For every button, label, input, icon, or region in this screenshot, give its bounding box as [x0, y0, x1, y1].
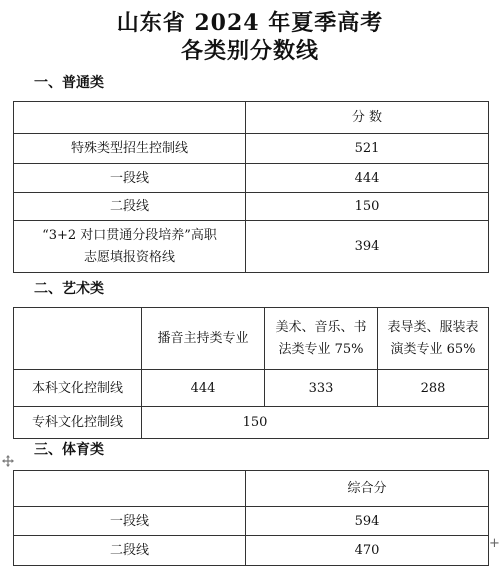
row-label [14, 221, 246, 273]
table-row [14, 507, 489, 536]
row-value: 444 [142, 370, 265, 407]
art-score-table [13, 307, 489, 439]
table-cell-empty [14, 471, 246, 507]
row-value: 394 [246, 221, 489, 273]
row-value: 150 [142, 407, 489, 439]
row-label: 特殊类型招生控制线 [14, 134, 246, 164]
row-label: 一段线 [14, 507, 246, 536]
table-row [14, 164, 489, 193]
table-cell-empty [14, 308, 142, 370]
column-header [378, 308, 489, 370]
section-heading-sports: 三、体育类 [34, 442, 104, 458]
row-value: 288 [378, 370, 489, 407]
row-value: 333 [265, 370, 378, 407]
row-value: 594 [246, 507, 489, 536]
row-label: 一段线 [14, 164, 246, 193]
row-value: 521 [246, 134, 489, 164]
row-label-line2: 志愿填报资格线 [83, 249, 175, 265]
row-value: 470 [246, 536, 489, 566]
column-header-composite: 综合分 [246, 471, 489, 507]
sports-score-table [13, 470, 489, 566]
table-row [14, 536, 489, 566]
table-row [14, 370, 489, 407]
page-title-line1: 山东省 2024 年夏季高考 [116, 10, 384, 36]
row-label: 二段线 [14, 193, 246, 221]
column-header-line2: 演类专业 65% [390, 341, 476, 357]
column-header-score: 分 数 [246, 102, 489, 134]
row-label: 二段线 [14, 536, 246, 566]
table-row [14, 407, 489, 439]
table-row [14, 193, 489, 221]
column-header-line1: 表导类、服装表 [387, 319, 479, 335]
row-label: 本科文化控制线 [14, 370, 142, 407]
section-heading-general: 一、普通类 [34, 75, 104, 91]
move-icon[interactable] [2, 455, 14, 470]
page-title-line2: 各类别分数线 [180, 38, 319, 64]
column-header [142, 308, 265, 370]
column-header-line1: 美术、音乐、书 [275, 319, 367, 335]
plus-icon[interactable]: + [489, 536, 500, 551]
table-row [14, 221, 489, 273]
table-cell-empty [14, 102, 246, 134]
column-header [265, 308, 378, 370]
row-value: 150 [246, 193, 489, 221]
row-label: 专科文化控制线 [14, 407, 142, 439]
general-score-table [13, 101, 489, 273]
row-label-line1: “3+2 对口贯通分段培养”高职 [42, 227, 217, 243]
section-heading-art: 二、艺术类 [34, 281, 104, 297]
table-row [14, 134, 489, 164]
row-value: 444 [246, 164, 489, 193]
column-header-line1: 播音主持类专业 [157, 331, 249, 346]
column-header-line2: 法类专业 75% [278, 341, 364, 357]
